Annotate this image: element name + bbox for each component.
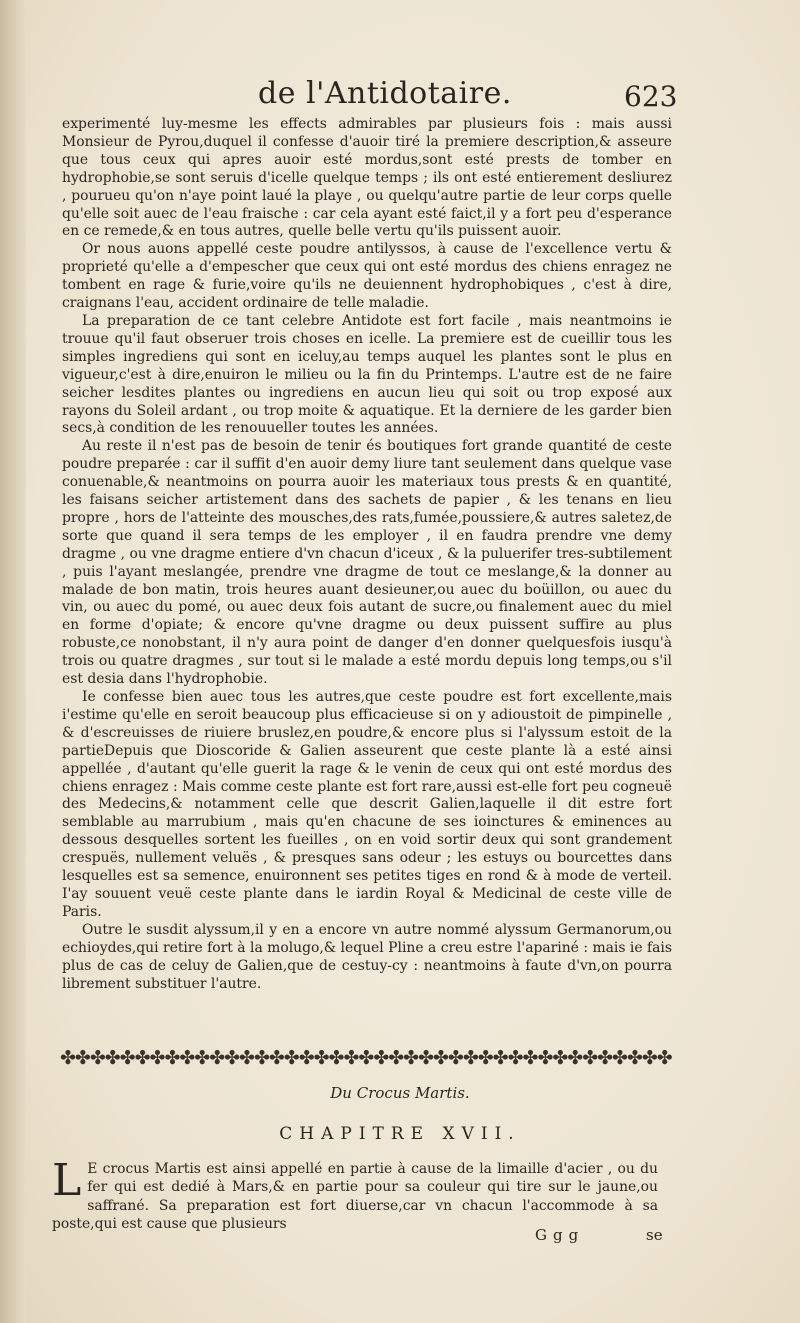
main-text <box>62 116 672 993</box>
section-subtitle: Du Crocus Martis. <box>330 1084 470 1102</box>
running-title: de l'Antidotaire. <box>258 76 512 111</box>
paragraph-1: experimenté luy-mesme les effects admirables par plusieurs fois : mais aussi Monsieur de Pyrou,duquel il confesse d'auoir tiré la premiere description,& asseure que tous ceux qui apres auoir esté mordus,sont esté prests de tomber en hydrophobie,se sont seruis d'icelle quelque temps ; ils ont esté entierement desliurez , pourueu qu'on n'aye point laué la playe , ou quelqu'autre partie de leur corps quelle qu'elle soit auec de l'eau fraische : car cela ayant esté faict,il y a fort peu d'esperance en ce remede,& en tous autres, quelle belle vertu qu'ils puissent auoir. <box>62 116 672 240</box>
paragraph-5: Ie confesse bien auec tous les autres,que ceste poudre est fort excellente,mais i'estime qu'elle en seroit beaucoup plus efficacieuse si on y adioustoit de pimpinelle , & d'escreuisses de riuiere bruslez,en poudre,& encore plus si l'alyssum estoit de la partieDepuis que Dioscoride & Galien asseurent que ceste plante là a esté ainsi appellée , d'autant qu'elle guerit la rage & le venin de ceux qui ont esté mordus des chiens enragez : Mais comme ceste plante est fort rare,aussi est-elle fort peu cogneuë des Medecins,& notamment celle que descrit Galien,laquelle il dit estre fort semblable au marrubium , mais qu'en chacune de ses ioinctures & eminences au dessous desquelles sortent les fueilles , on en void sortir deux qui sont grandement crespuës, nullement veluës , & presques sans odeur ; les estuys ou bourcettes dans lesquelles est sa semence, enuironnent ses petites tiges en rond & à mode de verteil. I'ay souuent veuë ceste plante dans le iardin Royal & Medicinal de ceste ville de Paris. <box>62 689 672 920</box>
signature-mark: Ggg <box>535 1226 585 1244</box>
drop-capital: L <box>52 1155 82 1206</box>
paragraph-6: Outre le susdit alyssum,il y en a encore vn autre nommé alyssum Germanorum,ou echioydes,qui retire fort à la molugo,& lequel Pline a creu estre l'apariné : mais ie fais plus de cas de celuy de Galien,que de cestuy-cy : neantmoins à faute d'vn,on pourra librement substituer l'autre. <box>62 921 672 992</box>
paragraph-4: Au reste il n'est pas de besoin de tenir és boutiques fort grande quantité de ceste poudre preparée : car il suffit d'en auoir demy liure tant seulement dans quelque vase conuenable,& neantmoins on pourra auoir les materiaux tous prests & en quantité, les faisans seicher artistement dans des sachets de papier , & les tenans en lieu propre , hors de l'atteinte des mousches,des rats,fumée,poussiere,& autres saletez,de sorte que quand il sera temps de les employer , il en faudra prendre vne demy dragme , ou vne dragme entiere d'vn chacun d'iceux , & la puluerifer tres-subtilement , puis l'ayant meslangée, prendre vne dragme de tout ce meslange,& la donner au malade de bon matin, trois heures auant desieuner,ou auec du boüillon, ou auec du vin, ou auec du pomé, ou auec deux fois autant de sucre,ou finalement auec du miel en forme d'opiate; & encore qu'vne dragme ou deux puissent suffire au plus robuste,ce nonobstant, il n'y aura point de danger d'en donner quelquesfois iusqu'à trois ou quatre dragmes , sur tout si le malade a esté mordu depuis long temps,ou s'il est desia dans l'hydrophobie. <box>62 438 672 688</box>
chapter-text <box>52 1155 658 1233</box>
chapter-heading: CHAPITRE XVII. <box>279 1124 521 1144</box>
page-number: 623 <box>624 80 678 113</box>
page-header <box>0 76 800 116</box>
paragraph-3: La preparation de ce tant celebre Antidote est fort facile , mais neantmoins ie trouue qu'il faut obseruer trois choses en icelle. La premiere est de cueillir tous les simples ingrediens qui sont en iceluy,au temps auquel les plantes sont le plus en vigueur,c'est à dire,enuiron le milieu ou la fin du Printemps. L'autre est de ne faire seicher lesdites plantes ou ingrediens en aucun lieu qui soit ou trop exposé aux rayons du Soleil ardant , ou trop moite & aquatique. Et la derniere de les garder bien secs,à condition de les renouueller toutes les années. <box>62 312 672 437</box>
ornamental-divider: ✤✤✤✤✤✤✤✤✤✤✤✤✤✤✤✤✤✤✤✤✤✤✤✤✤✤✤✤✤✤✤✤✤✤✤✤✤✤✤✤✤ <box>60 1047 672 1069</box>
chapter-paragraph: E crocus Martis est ainsi appellé en partie à cause de la limaille d'acier , ou du fer qui est dedié à Mars,& en partie pour sa couleur qui tire sur le jaune,ou saffrané. Sa preparation est fort diuerse,car vn chacun l'accommode à sa poste,qui est cause que plusieurs <box>52 1161 658 1232</box>
paragraph-2: Or nous auons appellé ceste poudre antilyssos, à cause de l'excellence vertu & proprieté qu'elle a d'empescher que ceux qui ont esté mordus des chiens enragez ne tombent en rage & furie,voire qu'ils ne deuiennent hydrophobiques , c'est à dire, craignans l'eau, accident ordinaire de telle maladie. <box>62 241 672 312</box>
catchword: se <box>646 1226 663 1244</box>
